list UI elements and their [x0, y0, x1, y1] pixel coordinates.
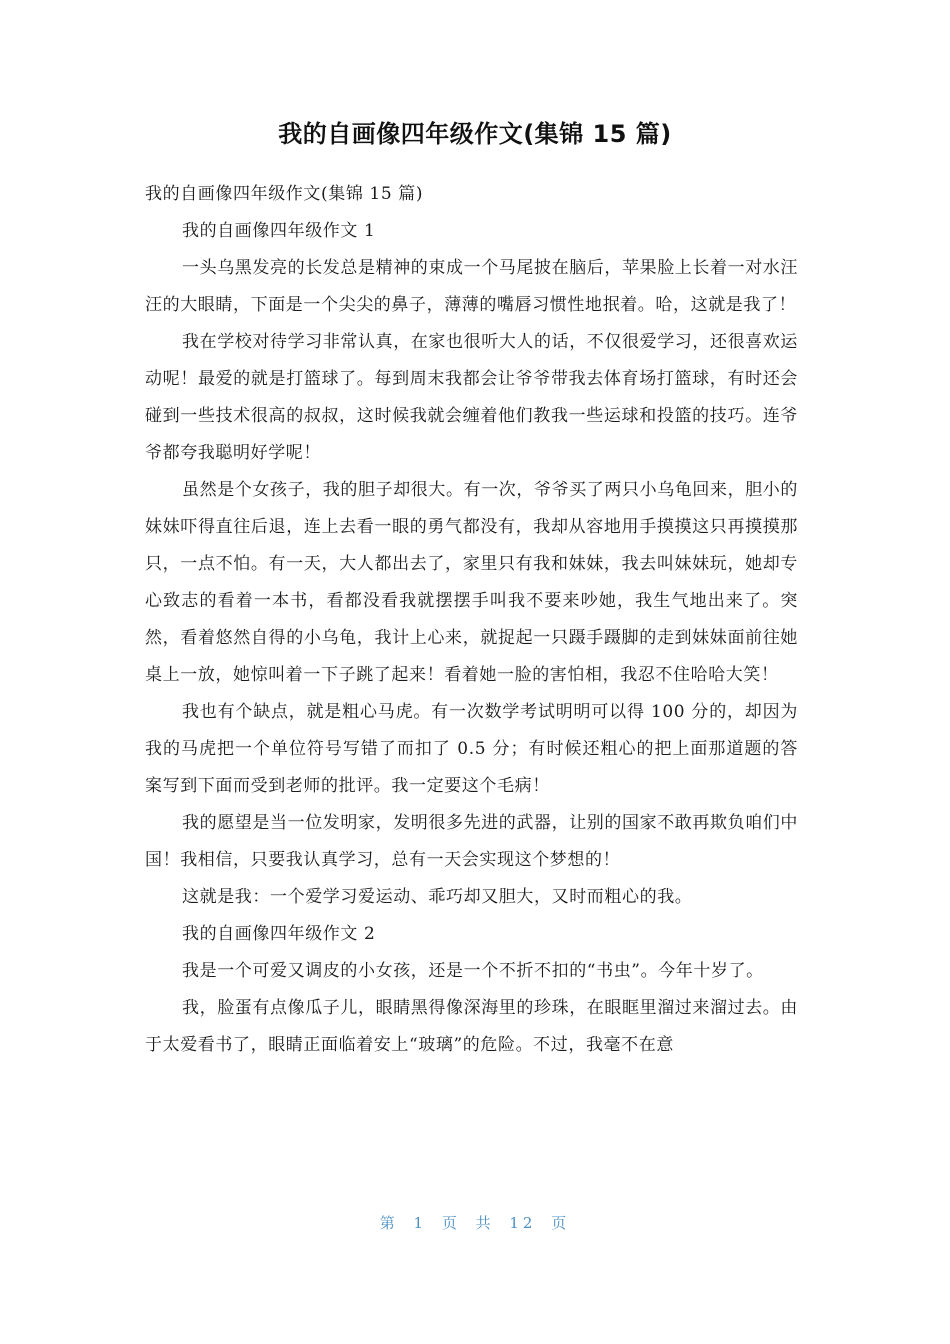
paragraph: 我，脸蛋有点像瓜子儿，眼睛黑得像深海里的珍珠，在眼眶里溜过来溜过去。由于太爱看书了，眼睛正面临着安上“玻璃”的危险。不过，我毫不在意	[145, 998, 798, 1055]
paragraph: 我的自画像四年级作文(集锦 15 篇)	[145, 184, 424, 204]
paragraph: 我在学校对待学习非常认真，在家也很听大人的话，不仅很爱学习，还很喜欢运动呢！最爱的就是打篮球了。每到周末我都会让爷爷带我去体育场打篮球，有时还会碰到一些技术很高的叔叔，这时候我就会缠着他们教我一些运球和投篮的技巧。连爷爷都夸我聪明好学呢！	[145, 332, 798, 463]
paragraph: 我也有个缺点，就是粗心马虎。有一次数学考试明明可以得 100 分的，却因为我的马虎把一个单位符号写错了而扣了 0.5 分；有时候还粗心的把上面那道题的答案写到下面而受到老师的批评。我一定要这个毛病！	[145, 702, 798, 796]
paragraph: 虽然是个女孩子，我的胆子却很大。有一次，爷爷买了两只小乌龟回来，胆小的妹妹吓得直往后退，连上去看一眼的勇气都没有，我却从容地用手摸摸这只再摸摸那只，一点不怕。有一天，大人都出去了，家里只有我和妹妹，我去叫妹妹玩，她却专心致志的看着一本书，看都没看我就摆摆手叫我不要来吵她，我生气地出来了。突然，看着悠然自得的小乌龟，我计上心来，就捉起一只蹑手蹑脚的走到妹妹面前往她桌上一放，她惊叫着一下子跳了起来！看着她一脸的害怕相，我忍不住哈哈大笑！	[145, 480, 798, 685]
page-number-footer: 第 1 页 共 12 页	[379, 1214, 571, 1232]
paragraph: 我的愿望是当一位发明家，发明很多先进的武器，让别的国家不敢再欺负咱们中国！我相信，只要我认真学习，总有一天会实现这个梦想的！	[145, 813, 798, 870]
paragraph: 我是一个可爱又调皮的小女孩，还是一个不折不扣的“书虫”。今年十岁了。	[182, 961, 764, 981]
paragraph: 这就是我：一个爱学习爱运动、乖巧却又胆大，又时而粗心的我。	[182, 887, 693, 907]
section-heading: 我的自画像四年级作文 1	[182, 221, 376, 241]
document-body	[145, 176, 798, 1064]
paragraph: 一头乌黑发亮的长发总是精神的束成一个马尾披在脑后，苹果脸上长着一对水汪汪的大眼睛，下面是一个尖尖的鼻子，薄薄的嘴唇习惯性地抿着。哈，这就是我了！	[145, 258, 798, 315]
document-title: 我的自画像四年级作文(集锦 15 篇)	[278, 120, 672, 148]
section-heading: 我的自画像四年级作文 2	[182, 924, 376, 944]
